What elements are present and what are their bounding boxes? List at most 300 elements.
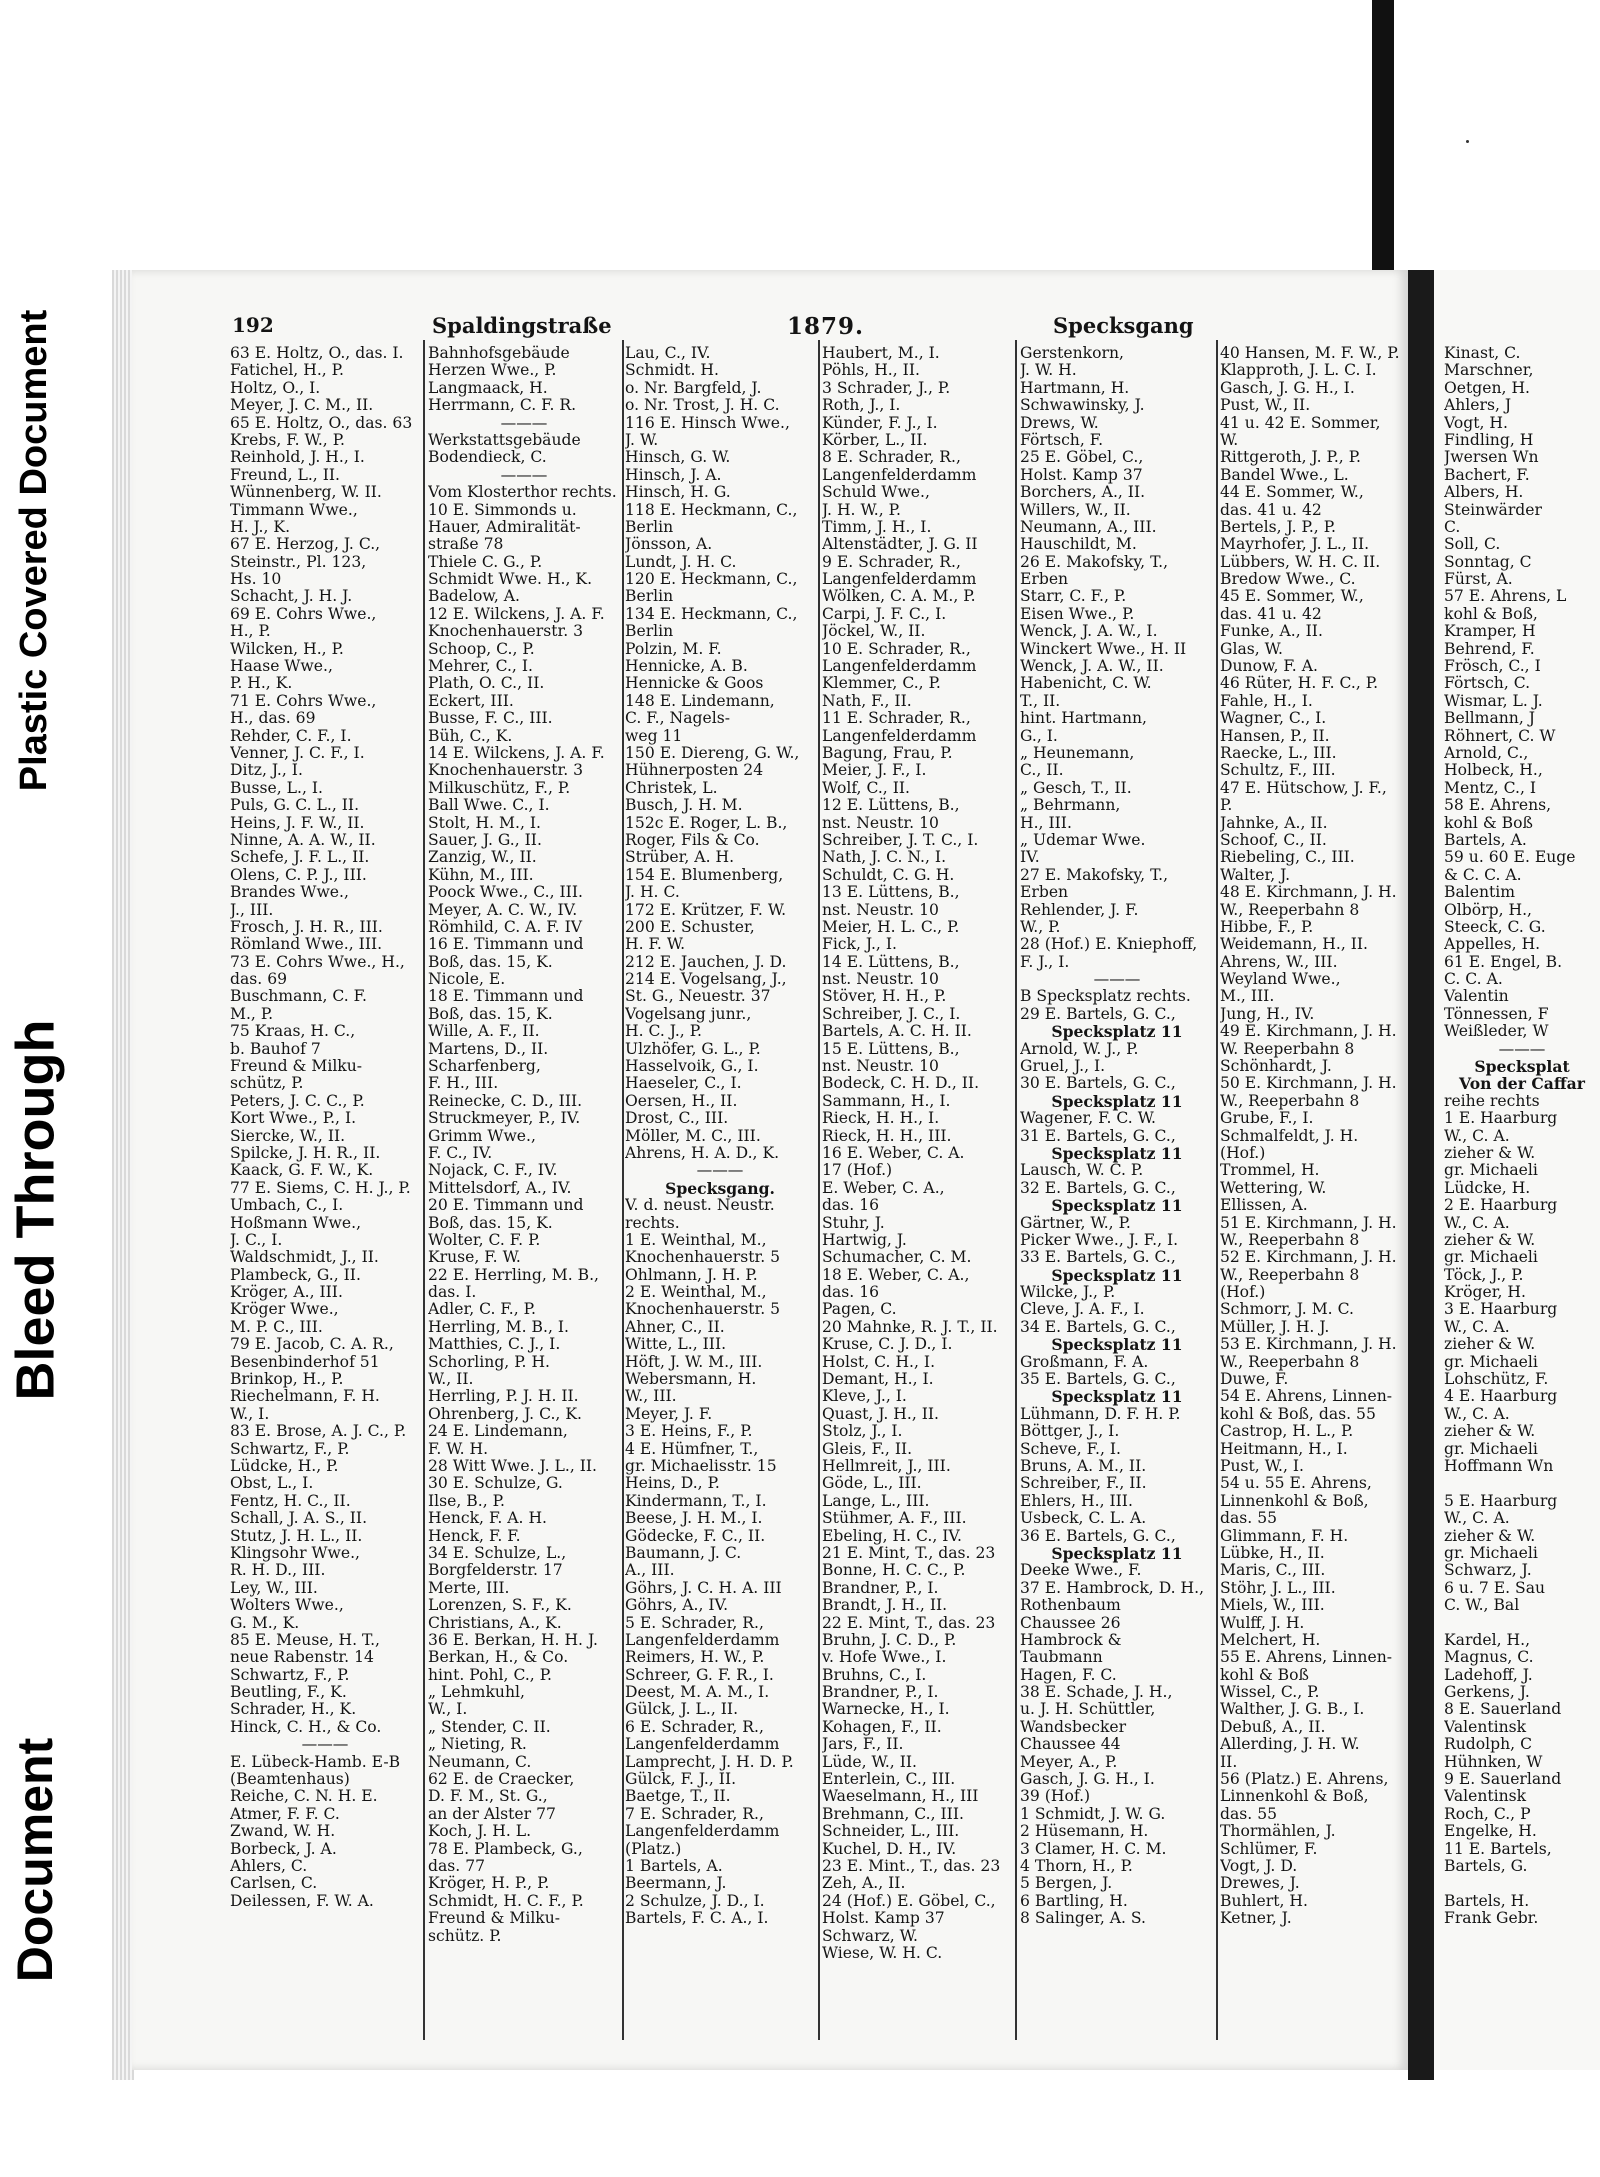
directory-entry-line: W. Reeperbahn 8	[1220, 1039, 1355, 1058]
directory-entry-line: 48 E. Kirchmann, J. H.	[1220, 883, 1397, 902]
directory-entry-line: Wölken, C. A. M., P.	[822, 587, 976, 606]
directory-entry-line: Bartels, A.	[1444, 830, 1527, 849]
directory-entry-line: Bredow Wwe., C.	[1220, 570, 1356, 589]
directory-entry-line: Rothenbaum	[1020, 1596, 1121, 1615]
directory-entry-line: Langenfelderdamm	[822, 465, 977, 484]
directory-entry-line: 77 E. Siems, C. H. J., P.	[230, 1178, 411, 1197]
directory-entry-line: Grimm Wwe.,	[428, 1126, 536, 1145]
directory-entry-line: Schmidt. H.	[625, 361, 719, 380]
directory-entry-line: 25 E. Göbel, C.,	[1020, 448, 1144, 467]
directory-entry-line: Gasch, J. G. H., I.	[1020, 1770, 1155, 1789]
directory-entry-line: Lamprecht, J. H. D. P.	[625, 1752, 794, 1771]
directory-entry-line: Magnus, C.	[1444, 1648, 1534, 1667]
directory-entry-line	[1444, 1615, 1600, 1632]
directory-entry-line: Ahrens, W., III.	[1220, 952, 1338, 971]
directory-entry-line: Bertels, J. P., P.	[1220, 517, 1336, 536]
directory-entry-line: gr. Michaeli	[1444, 1161, 1538, 1180]
directory-entry-line: Brandes Wwe.,	[230, 883, 349, 902]
directory-entry-line: 55 E. Ahrens, Linnen-	[1220, 1648, 1393, 1667]
directory-entry-line: zieher & W.	[1444, 1526, 1536, 1545]
directory-entry-line: Langenfelderdamm	[822, 570, 977, 589]
directory-entry-line: Matthies, C. J., I.	[428, 1335, 561, 1354]
directory-entry-line: M. P. C., III.	[230, 1317, 323, 1336]
directory-entry-line: Ahner, C., II.	[625, 1317, 725, 1336]
directory-entry-line: Vom Klosterthor rechts.	[428, 483, 617, 502]
directory-entry-line: Meyer, J. F.	[625, 1404, 713, 1423]
directory-entry-line: ———	[1498, 1039, 1546, 1058]
directory-entry-line: Willers, W., II.	[1020, 500, 1131, 519]
directory-entry-line: Langenfelderdamm	[822, 726, 977, 745]
directory-entry-line: 35 E. Bartels, G. C.,	[1020, 1370, 1176, 1389]
directory-entry-line: Drewes, J.	[1220, 1874, 1300, 1893]
directory-entry-line: Kort Wwe., P., I.	[230, 1109, 357, 1128]
directory-entry-line: (Hof.)	[1220, 1143, 1266, 1162]
directory-entry-line: Gerkens, J.	[1444, 1683, 1530, 1702]
directory-entry-line: Plath, O. C., II.	[428, 674, 545, 693]
directory-entry-line: kohl & Boß	[1444, 813, 1533, 832]
directory-column-2	[428, 345, 620, 2045]
directory-entry-line: 65 E. Holtz, O., das. 63	[230, 413, 413, 432]
directory-entry-line: Berlin	[625, 587, 674, 606]
directory-entry-line: W., Reeperbahn 8	[1220, 900, 1360, 919]
directory-entry-line: Deeke Wwe., F.	[1020, 1561, 1142, 1580]
directory-entry-line: Enterlein, C., III.	[822, 1770, 956, 1789]
directory-entry-line: Roth, J., I.	[822, 396, 901, 415]
directory-entry-line: 59 u. 60 E. Euge	[1444, 848, 1576, 867]
directory-entry-line: Borchers, A., II.	[1020, 483, 1146, 502]
directory-entry-line: Hennicke, A. B.	[625, 657, 748, 676]
directory-entry-line: D. F. M., St. G.,	[428, 1787, 548, 1806]
directory-entry-line: Lüdcke, H.	[1444, 1178, 1531, 1197]
directory-entry-line: zieher & W.	[1444, 1422, 1536, 1441]
directory-entry-line: Kindermann, T., I.	[625, 1491, 767, 1510]
directory-entry-line: nst. Neustr. 10	[822, 970, 939, 989]
directory-entry-line: Hs. 10	[230, 570, 282, 589]
directory-entry-line: Mentz, C., I	[1444, 778, 1537, 797]
directory-entry-line: H., das. 69	[230, 709, 316, 728]
directory-entry-line: 24 (Hof.) E. Göbel, C.,	[822, 1891, 996, 1910]
directory-entry-line: Rehder, C. F., I.	[230, 726, 352, 745]
directory-entry-line: Bodeck, C. H. D., II.	[822, 1074, 980, 1093]
directory-entry-line: Pagen, C.	[822, 1300, 897, 1319]
directory-entry-line: Pust, W., I.	[1220, 1457, 1305, 1475]
directory-entry-line: 16 E. Weber, C. A.	[822, 1143, 965, 1162]
directory-entry-line: Wagener, F. C. W.	[1020, 1109, 1156, 1128]
directory-entry-line: Specksplatz 11	[1051, 1543, 1183, 1563]
directory-entry-line: Hinsch, J. A.	[625, 465, 722, 484]
directory-entry-line: Valentin	[1444, 987, 1509, 1006]
directory-entry-line: Plambeck, G., II.	[230, 1265, 361, 1284]
directory-entry-line: W., I.	[428, 1700, 468, 1719]
directory-entry-line: Koch, J. H. L.	[428, 1822, 532, 1841]
directory-entry-line: das. 41 u. 42	[1220, 604, 1322, 623]
directory-entry-line: J. H. W., P.	[822, 500, 901, 519]
directory-entry-line: 39 (Hof.)	[1020, 1787, 1091, 1806]
directory-entry-line: G. M., K.	[230, 1613, 300, 1632]
directory-entry-line: Hansen, P., II.	[1220, 726, 1330, 745]
directory-entry-line: Winckert Wwe., H. II	[1020, 639, 1187, 658]
directory-entry-line: W., Reeperbahn 8	[1220, 1352, 1360, 1371]
directory-entry-line: Lohschütz, F.	[1444, 1370, 1549, 1389]
directory-column-5	[1020, 345, 1214, 2045]
directory-entry-line: Gasch, J. G. H., I.	[1220, 378, 1355, 397]
directory-entry-line: gr. Michaeli	[1444, 1352, 1538, 1371]
directory-entry-line: „ Udemar Wwe.	[1020, 830, 1146, 849]
directory-entry-line: Schultz, F., III.	[1220, 761, 1336, 780]
directory-entry-line: Beese, J. H. M., I.	[625, 1509, 763, 1528]
directory-entry-line: Vogelsang junr.,	[625, 1004, 752, 1023]
directory-entry-line: Wünnenberg, W. II.	[230, 483, 382, 502]
directory-entry-line: Milkuschütz, F., P.	[428, 778, 571, 797]
directory-entry-line: 6 E. Schrader, R.,	[625, 1717, 764, 1736]
directory-entry-line: 14 E. Wilckens, J. A. F.	[428, 743, 605, 762]
directory-entry-line: Kinast, C.	[1444, 345, 1521, 362]
directory-entry-line: 5 Bergen, J.	[1020, 1874, 1113, 1893]
directory-entry-line: Schmorr, J. M. C.	[1220, 1300, 1354, 1319]
directory-entry-line: Langenfelderdamm	[625, 1822, 780, 1841]
directory-entry-line: C. C. A.	[1444, 970, 1503, 989]
directory-entry-line: 6 Bartling, H.	[1020, 1891, 1128, 1910]
directory-entry-line: Jahnke, A., II.	[1220, 813, 1328, 832]
directory-entry-line: gr. Michaeli	[1444, 1439, 1538, 1458]
directory-entry-line: Langenfelderdamm	[625, 1735, 780, 1754]
directory-entry-line: Schuld Wwe.,	[822, 483, 930, 502]
side-tab-label: Document	[7, 1737, 63, 1983]
directory-entry-line: Habenicht, C. W.	[1020, 674, 1152, 693]
directory-entry-line: Hagen, F. C.	[1020, 1665, 1117, 1684]
directory-entry-line: schütz. P.	[428, 1926, 502, 1945]
directory-entry-line: Bachert, F.	[1444, 465, 1530, 484]
directory-entry-line: Röhnert, C. W	[1444, 726, 1556, 745]
side-tab-label: Plastic Covered Document	[13, 309, 56, 791]
directory-entry-line: Neumann, A., III.	[1020, 517, 1157, 536]
directory-entry-line: P. H., K.	[230, 674, 293, 693]
directory-entry-line: Nicole, E.	[428, 970, 506, 989]
directory-entry-line: 172 E. Krützer, F. W.	[625, 900, 787, 919]
directory-entry-line: 118 E. Heckmann, C.,	[625, 500, 798, 519]
directory-entry-line: Schmidt Wwe. H., K.	[428, 570, 593, 589]
directory-entry-line: Obst, L., I.	[230, 1474, 314, 1493]
directory-entry-line: Henck, F. F.	[428, 1526, 521, 1545]
directory-entry-line: Jöckel, W., II.	[822, 622, 926, 641]
directory-entry-line: W.	[1220, 430, 1239, 449]
directory-entry-line: 3 E. Heins, F., P.	[625, 1422, 753, 1441]
directory-entry-line: F. C., IV.	[428, 1143, 493, 1162]
directory-entry-line: Reiche, C. N. H. E.	[230, 1787, 378, 1806]
page-number: 192	[232, 313, 274, 337]
directory-entry-line: 28 Witt Wwe. J. L., II.	[428, 1457, 598, 1475]
directory-entry-line: schütz, P.	[230, 1074, 304, 1093]
directory-entry-line: Stühmer, A. F., III.	[822, 1509, 967, 1528]
directory-entry-line: Bonne, H. C. C., P.	[822, 1561, 966, 1580]
directory-entry-line: Ditz, J., I.	[230, 761, 303, 780]
directory-entry-line: Baumann, J. C.	[625, 1543, 742, 1562]
directory-entry-line: Linnenkohl & Boß,	[1220, 1787, 1369, 1806]
directory-entry-line: Holst. Kamp 37	[1020, 465, 1143, 484]
directory-entry-line: H. C. J., P.	[625, 1022, 702, 1041]
directory-entry-line: Polzin, M. F.	[625, 639, 722, 658]
directory-entry-line: Wilcken, H., P.	[230, 639, 344, 658]
directory-entry-line: Rittgeroth, J. P., P.	[1220, 448, 1361, 467]
directory-entry-line: 83 E. Brose, A. J. C., P.	[230, 1422, 407, 1441]
directory-entry-line: 14 E. Lüttens, B.,	[822, 952, 960, 971]
directory-entry-line: hint. Pohl, C., P.	[428, 1665, 552, 1684]
directory-entry-line: Müller, J. H. J.	[1220, 1317, 1330, 1336]
directory-entry-line: Ilse, B., P.	[428, 1491, 505, 1510]
directory-entry-line: Wiese, W. H. C.	[822, 1943, 943, 1962]
directory-entry-line: kohl & Boß,	[1444, 604, 1538, 623]
directory-entry-line: das. 41 u. 42	[1220, 500, 1322, 519]
directory-entry-line: Quast, J. H., II.	[822, 1404, 940, 1423]
directory-entry-line: H., III.	[1020, 813, 1072, 832]
directory-entry-line: Stolz, J., I.	[822, 1422, 903, 1441]
directory-entry-line: Roch, C., P	[1444, 1804, 1531, 1823]
directory-entry-line: Specksplatz 11	[1051, 1196, 1183, 1216]
directory-entry-line: Krebs, F. W., P.	[230, 430, 345, 449]
directory-entry-line: (Hof.)	[1220, 1283, 1266, 1302]
directory-entry-line: 40 Hansen, M. F. W., P.	[1220, 345, 1400, 362]
directory-entry-line: 38 E. Schade, J. H.,	[1020, 1683, 1173, 1702]
directory-entry-line: ———	[696, 1161, 744, 1180]
directory-entry-line: Göde, L., III.	[822, 1474, 922, 1493]
directory-entry-line: Fürst, A.	[1444, 570, 1513, 589]
directory-entry-line: Gerstenkorn,	[1020, 345, 1124, 362]
directory-entry-line: Meyer, A. C. W., IV.	[428, 900, 578, 919]
directory-entry-line: das. 55	[1220, 1804, 1278, 1823]
directory-entry-line: Timm, J. H., I.	[822, 517, 932, 536]
directory-entry-line: nst. Neustr. 10	[822, 900, 939, 919]
directory-entry-line: Knochenhauerstr. 5	[625, 1248, 781, 1267]
directory-entry-line: Dunow, F. A.	[1220, 657, 1318, 676]
directory-entry-line: Rieck, H. H., III.	[822, 1126, 952, 1145]
directory-entry-line: W., C. A.	[1444, 1404, 1510, 1423]
directory-entry-line: 3 Schrader, J., P.	[822, 378, 951, 397]
directory-entry-line: Specksplatz 11	[1051, 1022, 1183, 1042]
right-street-title: Specksgang	[1053, 313, 1194, 338]
directory-entry-line: 20 E. Timmann und	[428, 1196, 584, 1215]
directory-entry-line: Lüdcke, H., P.	[230, 1457, 339, 1475]
directory-entry-line: Borgfelderstr. 17	[428, 1561, 563, 1580]
directory-entry-line: Wenck, J. A. W., I.	[1020, 622, 1158, 641]
directory-entry-line: Martens, D., II.	[428, 1039, 549, 1058]
directory-entry-line: 21 E. Mint, T., das. 23	[822, 1543, 996, 1562]
directory-entry-line: Linnenkohl & Boß,	[1220, 1491, 1369, 1510]
directory-entry-line: Fatichel, H., P.	[230, 361, 344, 380]
directory-entry-line: 4 E. Hümfner, T.,	[625, 1439, 759, 1458]
directory-entry-line: Eckert, III.	[428, 691, 514, 710]
directory-entry-line: Ellissen, A.	[1220, 1196, 1308, 1215]
directory-entry-line: Starr, C. F., P.	[1020, 587, 1127, 606]
directory-entry-line: 36 E. Berkan, H. H. J.	[428, 1630, 598, 1649]
directory-entry-line: Sammann, H., I.	[822, 1091, 951, 1110]
directory-entry-line: Nath, J. C. N., I.	[822, 848, 947, 867]
directory-entry-line: Büh, C., K.	[428, 726, 513, 745]
directory-entry-line: „ Behrmann,	[1020, 796, 1121, 815]
directory-entry-line: Schönhardt, J.	[1220, 1057, 1332, 1076]
directory-entry-line: W., C. A.	[1444, 1213, 1510, 1232]
directory-entry-line: Boß, das. 15, K.	[428, 1004, 553, 1023]
directory-entry-line: Zwand, W. H.	[230, 1822, 336, 1841]
directory-entry-line: Bartels, A. C. H. II.	[822, 1022, 972, 1041]
page-edges	[112, 270, 134, 2080]
directory-entry-line: Förtsch, C.	[1444, 674, 1531, 693]
directory-entry-line: Lüde, W., II.	[822, 1752, 917, 1771]
directory-entry-line: Miels, W., III.	[1220, 1596, 1325, 1615]
directory-entry-line: Schlümer, F.	[1220, 1839, 1318, 1858]
directory-entry-line: Holtz, O., I.	[230, 378, 321, 397]
directory-entry-line: Wettering, W.	[1220, 1178, 1327, 1197]
directory-entry-line: 152c E. Roger, L. B.,	[625, 813, 788, 832]
directory-entry-line: Pöhls, H., II.	[822, 361, 920, 380]
directory-entry-line: 12 E. Lüttens, B.,	[822, 796, 960, 815]
directory-entry-line: 26 E. Makofsky, T.,	[1020, 552, 1169, 571]
directory-entry-line: Peters, J. C. C., P.	[230, 1091, 365, 1110]
directory-entry-line: V. d. neust. Neustr.	[625, 1196, 775, 1215]
directory-entry-line: Böttger, J., I.	[1020, 1422, 1120, 1441]
directory-column-4	[822, 345, 1014, 2045]
directory-entry-line: C.	[1444, 517, 1461, 536]
directory-entry-line: Schefe, J. F. L., II.	[230, 848, 370, 867]
directory-entry-line: Gülck, F. J., II.	[625, 1770, 737, 1789]
directory-entry-line: 2 Hüsemann, H.	[1020, 1822, 1149, 1841]
directory-entry-line: Möller, M. C., III.	[625, 1126, 761, 1145]
directory-entry-line: Badelow, A.	[428, 587, 520, 606]
directory-entry-line: Neumann, C.	[428, 1752, 532, 1771]
directory-entry-line: das. I.	[428, 1283, 477, 1302]
directory-entry-line: J. W.	[625, 430, 659, 449]
directory-entry-line: Holst. Kamp 37	[822, 1909, 945, 1928]
directory-entry-line: 212 E. Jauchen, J. D.	[625, 952, 787, 971]
directory-entry-line: Findling, H	[1444, 430, 1534, 449]
directory-entry-line: Rieck, H. H., I.	[822, 1109, 940, 1128]
directory-entry-line: Herzen Wwe., P.	[428, 361, 557, 380]
directory-entry-line: Siercke, W., II.	[230, 1126, 346, 1145]
binder-bar	[1372, 0, 1394, 275]
directory-entry-line: Busse, L., I.	[230, 778, 323, 797]
directory-entry-line: 4 Thorn, H., P.	[1020, 1856, 1133, 1875]
directory-entry-line: Lange, L., III.	[822, 1491, 930, 1510]
directory-entry-line: Specksplatz 11	[1051, 1335, 1183, 1355]
directory-entry-line: Besenbinderhof 51	[230, 1352, 380, 1371]
directory-entry-line: ———	[500, 465, 548, 484]
directory-entry-line: Knochenhauerstr. 5	[625, 1300, 781, 1319]
directory-entry-line: Ehlers, H., III.	[1020, 1491, 1133, 1510]
directory-entry-line: Waeselmann, H., III	[822, 1787, 979, 1806]
directory-entry-line: W., Reeperbahn 8	[1220, 1265, 1360, 1284]
directory-entry-line: Deilessen, F. W. A.	[230, 1891, 374, 1910]
directory-entry-line: 30 E. Schulze, G.	[428, 1474, 563, 1493]
directory-entry-line: Schoop, C., P.	[428, 639, 535, 658]
directory-entry-line: Bruhn, J. C. D., P.	[822, 1630, 957, 1649]
directory-entry-line: St. G., Neuestr. 37	[625, 987, 771, 1006]
directory-entry-line: Buschmann, C. F.	[230, 987, 367, 1006]
directory-entry-line: Frosch, J. H. R., III.	[230, 917, 383, 936]
directory-entry-line: Fahle, H., I.	[1220, 691, 1313, 710]
directory-entry-line: Zanzig, W., II.	[428, 848, 537, 867]
directory-entry-line: 120 E. Heckmann, C.,	[625, 570, 798, 589]
directory-entry-line: Töck, J., P.	[1444, 1265, 1524, 1284]
directory-entry-line: Picker Wwe., J. F., I.	[1020, 1230, 1179, 1249]
directory-entry-line: Heins, J. F. W., II.	[230, 813, 365, 832]
directory-entry-line: Fick, J., I.	[822, 935, 897, 954]
directory-entry-line: Beermann, J.	[625, 1874, 727, 1893]
directory-entry-line: „ Nieting, R.	[428, 1735, 527, 1754]
directory-entry-line: Heins, D., P.	[625, 1474, 720, 1493]
directory-entry-line: Berlin	[625, 517, 674, 536]
directory-entry-line: Hühnerposten 24	[625, 761, 764, 780]
directory-entry-line: „ Heunemann,	[1020, 743, 1135, 762]
directory-entry-line: 61 E. Engel, B.	[1444, 952, 1563, 971]
directory-entry-line: Olbörp, H.,	[1444, 900, 1533, 919]
directory-entry-line: Kaack, G. F. W., K.	[230, 1161, 374, 1180]
directory-entry-line: 2 E. Weinthal, M.,	[625, 1283, 767, 1302]
directory-entry-line: 214 E. Vogelsang, J.,	[625, 970, 787, 989]
directory-entry-line: Specksplat	[1474, 1057, 1570, 1077]
directory-entry-line: Brandt, J. H., II.	[822, 1596, 948, 1615]
directory-entry-line: F. H., III.	[428, 1074, 499, 1093]
directory-entry-line: 37 E. Hambrock, D. H.,	[1020, 1578, 1205, 1597]
directory-entry-line: Jönsson, A.	[625, 535, 713, 554]
directory-entry-line: 15 E. Lüttens, B.,	[822, 1039, 960, 1058]
directory-entry-line: Waldschmidt, J., II.	[230, 1248, 379, 1267]
directory-entry-line: Hartmann, H.	[1020, 378, 1130, 397]
directory-entry-line: Langenfelderdamm	[625, 1630, 780, 1649]
directory-entry-line: Eisen Wwe., P.	[1020, 604, 1135, 623]
directory-entry-line: Frösch, C., I	[1444, 657, 1541, 676]
directory-entry-line: Kardel, H.,	[1444, 1630, 1531, 1649]
directory-entry-line: Hinsch, H. G.	[625, 483, 731, 502]
directory-entry-line: Lau, C., IV.	[625, 345, 711, 362]
directory-entry-line: Hoßmann Wwe.,	[230, 1213, 362, 1232]
directory-entry-line: 54 E. Ahrens, Linnen-	[1220, 1387, 1393, 1406]
directory-entry-line: Drost, C., III.	[625, 1109, 729, 1128]
directory-entry-line: kohl & Boß	[1220, 1665, 1309, 1684]
directory-entry-line: ———	[500, 413, 548, 432]
directory-entry-line: Knochenhauerstr. 3	[428, 761, 584, 780]
directory-entry-line: Gülck, J. L., II.	[625, 1700, 739, 1719]
directory-entry-line: Haubert, M., I.	[822, 345, 940, 362]
directory-entry-line: Soll, C.	[1444, 535, 1501, 554]
directory-entry-line: Haeseler, C., I.	[625, 1074, 742, 1093]
directory-entry-line: 47 E. Hütschow, J. F.,	[1220, 778, 1387, 797]
directory-entry-line: Göhrs, J. C. H. A. III	[625, 1578, 782, 1597]
directory-entry-line: 10 E. Simmonds u.	[428, 500, 577, 519]
directory-entry-line: zieher & W.	[1444, 1335, 1536, 1354]
directory-entry-line: Hühnken, W	[1444, 1752, 1543, 1771]
directory-entry-line: W., Reeperbahn 8	[1220, 1091, 1360, 1110]
directory-entry-line: 3 E. Haarburg	[1444, 1300, 1558, 1319]
directory-entry-line: R. H. D., III.	[230, 1561, 326, 1580]
directory-entry-line: neue Rabenstr. 14	[230, 1648, 374, 1667]
directory-entry-line: das. 16	[822, 1283, 880, 1302]
directory-column-1	[230, 345, 420, 2045]
directory-entry-line: reihe rechts	[1444, 1091, 1540, 1110]
directory-entry-line: Berlin	[625, 622, 674, 641]
directory-entry-line: Walter, J.	[1220, 865, 1291, 884]
directory-entry-line: Strüber, A. H.	[625, 848, 735, 867]
directory-entry-line: 148 E. Lindemann,	[625, 691, 775, 710]
directory-entry-line: H. F. W.	[625, 935, 686, 954]
directory-entry-line: Bruns, A. M., II.	[1020, 1457, 1147, 1475]
directory-entry-line	[1444, 1475, 1600, 1492]
directory-entry-line: Rudolph, C	[1444, 1735, 1533, 1754]
directory-entry-line: W., III.	[625, 1387, 677, 1406]
directory-entry-line: Ahrens, H. A. D., K.	[625, 1143, 780, 1162]
directory-entry-line: Ebeling, H. C., IV.	[822, 1526, 962, 1545]
directory-entry-line: Kröger, H.	[1444, 1283, 1526, 1302]
directory-entry-line: b. Bauhof 7	[230, 1039, 321, 1058]
directory-entry-line: 22 E. Herrling, M. B.,	[428, 1265, 599, 1284]
